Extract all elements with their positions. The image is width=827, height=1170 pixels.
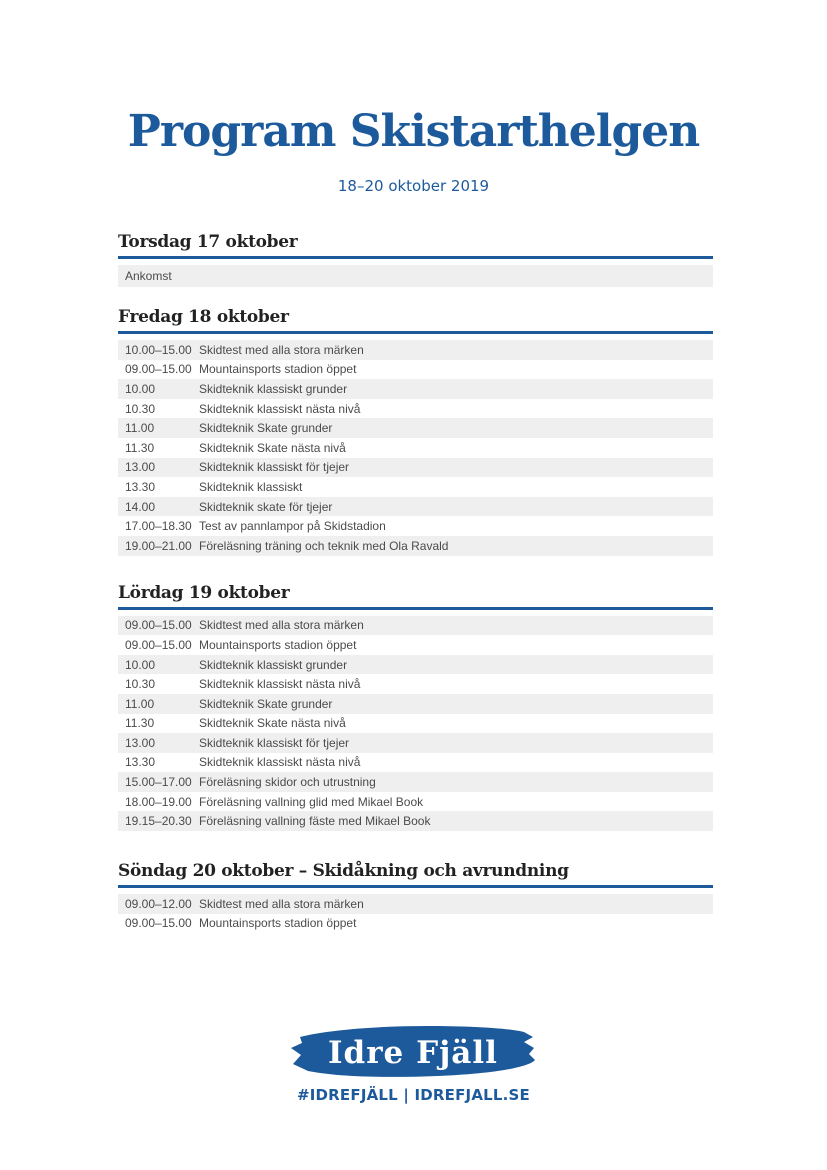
row-description: Skidteknik klassiskt nästa nivå — [199, 401, 361, 416]
row-description: Skidteknik klassiskt för tjejer — [199, 735, 350, 750]
schedule-row — [118, 340, 713, 360]
row-time: 09.00–15.00 — [125, 618, 192, 633]
section-title: Fredag 18 oktober — [118, 307, 289, 327]
row-time: 10.30 — [125, 677, 156, 692]
row-time: 11.30 — [125, 716, 155, 731]
row-time: 09.00–12.00 — [125, 896, 192, 911]
section-rows — [118, 340, 713, 556]
row-description: Skidtest med alla stora märken — [199, 342, 364, 357]
section-rows — [118, 265, 713, 287]
schedule-row — [118, 360, 713, 380]
row-description: Föreläsning vallning fäste med Mikael Book — [199, 814, 431, 829]
row-description: Skidtest med alla stora märken — [199, 618, 364, 633]
row-time: 11.30 — [125, 440, 155, 455]
row-description: Föreläsning träning och teknik med Ola Ravald — [199, 538, 449, 553]
row-description: Skidteknik klassiskt för tjejer — [199, 460, 350, 475]
section-title: Torsdag 17 oktober — [118, 232, 298, 252]
row-description: Skidteknik klassiskt nästa nivå — [199, 677, 361, 692]
row-time: 14.00 — [125, 499, 156, 514]
row-description: Föreläsning skidor och utrustning — [199, 775, 376, 790]
schedule-row — [118, 753, 713, 773]
row-description: Skidteknik Skate nästa nivå — [199, 716, 346, 731]
row-description: Mountainsports stadion öppet — [199, 916, 357, 931]
schedule-row — [118, 438, 713, 458]
schedule-row — [118, 733, 713, 753]
row-description: Föreläsning vallning glid med Mikael Book — [199, 794, 424, 809]
section-divider — [118, 331, 713, 334]
schedule-row — [118, 792, 713, 812]
row-time: 10.00 — [125, 381, 156, 396]
row-description: Mountainsports stadion öppet — [199, 637, 357, 652]
row-time: 10.00 — [125, 657, 156, 672]
schedule-sections — [118, 232, 713, 933]
row-description: Ankomst — [125, 269, 172, 283]
schedule-section — [118, 583, 713, 832]
page-title: Program Skistarthelgen — [127, 106, 700, 157]
row-description: Skidteknik klassiskt grunder — [199, 381, 348, 396]
row-time: 13.00 — [125, 460, 156, 475]
row-time: 13.30 — [125, 479, 156, 494]
section-title: Söndag 20 oktober – Skidåkning och avrundning — [118, 861, 569, 882]
row-description: Skidteknik Skate grunder — [199, 421, 333, 436]
schedule-row — [118, 516, 713, 536]
logo-text: Idre Fjäll — [328, 1035, 498, 1071]
row-description: Skidteknik klassiskt grunder — [199, 657, 348, 672]
schedule-row — [118, 914, 713, 934]
schedule-row — [118, 694, 713, 714]
schedule-row — [118, 536, 713, 556]
schedule-row — [118, 399, 713, 419]
row-time: 10.30 — [125, 401, 156, 416]
row-time: 13.30 — [125, 755, 156, 770]
schedule-section — [118, 861, 713, 933]
row-description: Test av pannlampor på Skidstadion — [199, 519, 386, 534]
row-description: Skidteknik Skate grunder — [199, 696, 333, 711]
schedule-row — [118, 894, 713, 914]
row-description: Skidtest med alla stora märken — [199, 896, 364, 911]
schedule-section — [118, 232, 713, 287]
schedule-row — [118, 655, 713, 675]
schedule-row — [118, 497, 713, 517]
row-time: 09.00–15.00 — [125, 916, 192, 931]
schedule-row — [118, 265, 713, 287]
page-subtitle: 18–20 oktober 2019 — [337, 177, 490, 195]
row-description: Skidteknik klassiskt nästa nivå — [199, 755, 361, 770]
row-time: 19.00–21.00 — [125, 538, 192, 553]
schedule-row — [118, 616, 713, 636]
section-rows — [118, 616, 713, 832]
schedule-row — [118, 418, 713, 438]
row-description: Skidteknik Skate nästa nivå — [199, 440, 346, 455]
schedule-row — [118, 477, 713, 497]
schedule-row — [118, 811, 713, 831]
schedule-row — [118, 635, 713, 655]
schedule-row — [118, 379, 713, 399]
row-time: 11.00 — [125, 696, 155, 711]
row-time: 13.00 — [125, 735, 156, 750]
schedule-row — [118, 458, 713, 478]
row-time: 11.00 — [125, 421, 155, 436]
row-description: Skidteknik klassiskt — [199, 479, 303, 494]
section-divider — [118, 607, 713, 610]
schedule-row — [118, 772, 713, 792]
row-time: 15.00–17.00 — [125, 775, 192, 790]
row-description: Mountainsports stadion öppet — [199, 362, 357, 377]
section-divider — [118, 885, 713, 888]
schedule-section — [118, 307, 713, 556]
row-time: 17.00–18.30 — [125, 519, 192, 534]
row-time: 18.00–19.00 — [125, 794, 192, 809]
row-description: Skidteknik skate för tjejer — [199, 499, 333, 514]
row-time: 10.00–15.00 — [125, 342, 192, 357]
section-title: Lördag 19 oktober — [118, 582, 290, 603]
row-time: 09.00–15.00 — [125, 637, 192, 652]
idre-fjall-logo — [288, 1022, 538, 1082]
schedule-row — [118, 714, 713, 734]
schedule-row — [118, 674, 713, 694]
footer-tagline: #IDREFJÄLL | IDREFJALL.SE — [296, 1086, 530, 1104]
section-divider — [118, 256, 713, 259]
row-time: 09.00–15.00 — [125, 362, 192, 377]
section-rows — [118, 894, 713, 933]
row-time: 19.15–20.30 — [125, 814, 192, 829]
